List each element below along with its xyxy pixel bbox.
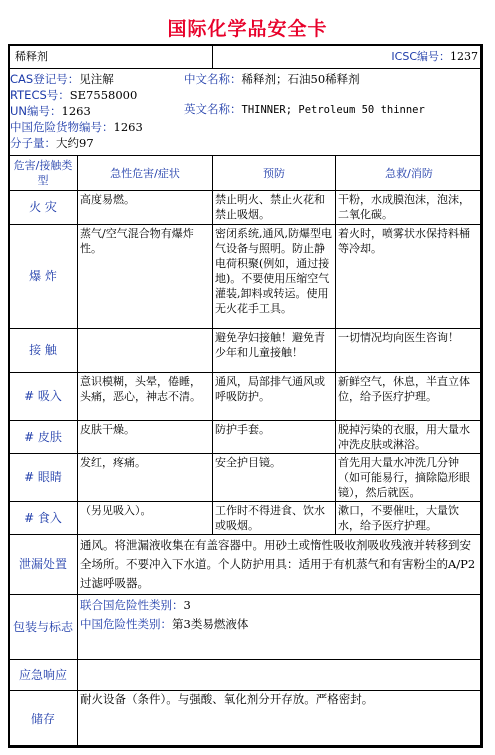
un-class-value: 3 <box>183 598 191 612</box>
storage-label: 储存 <box>9 691 78 748</box>
identifiers <box>9 69 483 156</box>
header-type: 危害/接触类型 <box>9 156 78 191</box>
header-row <box>9 156 483 191</box>
hazard-prevention: 防护手套。 <box>213 421 336 454</box>
hazard-row <box>9 454 483 502</box>
hazard-acute: 意识模糊，头晕，倦睡，头痛，恶心，神志不清。 <box>78 373 213 421</box>
cn-dg-value: 1263 <box>113 120 143 134</box>
cn-class-value: 第3类易燃液体 <box>172 617 249 631</box>
hazard-acute: 皮肤干燥。 <box>78 421 213 454</box>
hazard-row <box>9 502 483 535</box>
name-row <box>9 45 483 69</box>
hazard-category: # 眼睛 <box>9 454 78 502</box>
cn-dg-label: 中国危险货物编号： <box>10 120 114 134</box>
hazard-firstaid: 首先用大量水冲洗几分钟（如可能易行，摘除隐形眼镜），然后就医。 <box>336 454 483 502</box>
hazard-firstaid: 着火时，喷雾状水保持料桶等冷却。 <box>336 225 483 329</box>
en-name-label: 英文名称： <box>184 102 242 116</box>
hazard-firstaid: 新鲜空气，休息，半直立体位，给予医疗护理。 <box>336 373 483 421</box>
icsc-number <box>213 45 483 69</box>
hazard-acute: 蒸气/空气混合物有爆炸性。 <box>78 225 213 329</box>
emergency-text <box>78 660 483 691</box>
emergency-label: 应急响应 <box>9 660 78 691</box>
packaging-row <box>9 595 483 660</box>
hazard-row <box>9 329 483 373</box>
hazard-firstaid: 脱掉污染的衣服，用大量水冲洗皮肤或淋浴。 <box>336 421 483 454</box>
rtecs-label: RTECS号： <box>10 88 70 102</box>
hazard-prevention: 工作时不得进食、饮水或吸烟。 <box>213 502 336 535</box>
header-prevention: 预防 <box>213 156 336 191</box>
mw-value: 大约97 <box>56 136 94 150</box>
un-value: 1263 <box>61 104 91 118</box>
hazard-category: 火 灾 <box>9 191 78 225</box>
hazard-firstaid: 干粉，水成膜泡沫，泡沫，二氧化碳。 <box>336 191 483 225</box>
safety-card-table <box>8 44 483 748</box>
rtecs-value: SE7558000 <box>69 88 138 102</box>
cn-class-label: 中国危险性类别： <box>80 617 172 631</box>
hazard-prevention: 通风，局部排气通风或呼吸防护。 <box>213 373 336 421</box>
hazard-category: # 皮肤 <box>9 421 78 454</box>
hazard-prevention: 避免孕妇接触！避免青少年和儿童接触！ <box>213 329 336 373</box>
hazard-row <box>9 373 483 421</box>
un-class-label: 联合国危险性类别： <box>80 598 184 612</box>
en-name-value: THINNER; Petroleum 50 thinner <box>241 104 425 116</box>
spill-text: 通风。将泄漏液收集在有盖容器中。用砂土或惰性吸收剂吸收残液并转移到安全场所。不要冲入下水道。个人防护用具：适用于有机蒸气和有害粉尘的A/P2过滤呼吸器。 <box>78 535 483 595</box>
hazard-prevention: 安全护目镜。 <box>213 454 336 502</box>
hazard-category: # 食入 <box>9 502 78 535</box>
cn-name-value: 稀释剂；石油50稀释剂 <box>241 72 360 86</box>
hazard-acute <box>78 329 213 373</box>
hazard-category: # 吸入 <box>9 373 78 421</box>
hazard-row <box>9 225 483 329</box>
storage-row <box>9 691 483 748</box>
hazard-row <box>9 191 483 225</box>
cas-value: 见注解 <box>79 72 114 86</box>
mw-label: 分子量： <box>10 136 56 150</box>
un-label: UN编号： <box>10 104 62 118</box>
hazard-category: 爆 炸 <box>9 225 78 329</box>
emergency-row <box>9 660 483 691</box>
hazard-acute: 高度易燃。 <box>78 191 213 225</box>
hazard-prevention: 密闭系统,通风,防爆型电气设备与照明。防止静电荷积聚(例如，通过接地)。不要使用压缩空气灌装,卸料或转运。使用无火花手工具。 <box>213 225 336 329</box>
hazard-row <box>9 421 483 454</box>
hazard-acute: 发红，疼痛。 <box>78 454 213 502</box>
hazard-acute: （另见吸入）。 <box>78 502 213 535</box>
spill-row <box>9 535 483 595</box>
icsc-value: 1237 <box>450 50 478 63</box>
header-firstaid: 急救/消防 <box>336 156 483 191</box>
cas-label: CAS登记号： <box>10 72 80 86</box>
hazard-prevention: 禁止明火、禁止火花和禁止吸烟。 <box>213 191 336 225</box>
icsc-label: ICSC编号： <box>391 50 450 63</box>
packaging-content <box>78 595 483 660</box>
storage-text: 耐火设备（条件）。与强酸、氧化剂分开存放。严格密封。 <box>78 691 483 748</box>
chemical-name: 稀释剂 <box>9 45 213 69</box>
hazard-firstaid: 一切情况均向医生咨询！ <box>336 329 483 373</box>
packaging-label: 包装与标志 <box>9 595 78 660</box>
identifier-row <box>9 69 483 156</box>
hazard-category: 接 触 <box>9 329 78 373</box>
spill-label: 泄漏处置 <box>9 535 78 595</box>
cn-name-label: 中文名称： <box>184 72 242 86</box>
card-title: 国际化学品安全卡 <box>167 18 328 40</box>
header-acute: 急性危害/症状 <box>78 156 213 191</box>
hazard-firstaid: 漱口，不要催吐，大量饮水，给予医疗护理。 <box>336 502 483 535</box>
